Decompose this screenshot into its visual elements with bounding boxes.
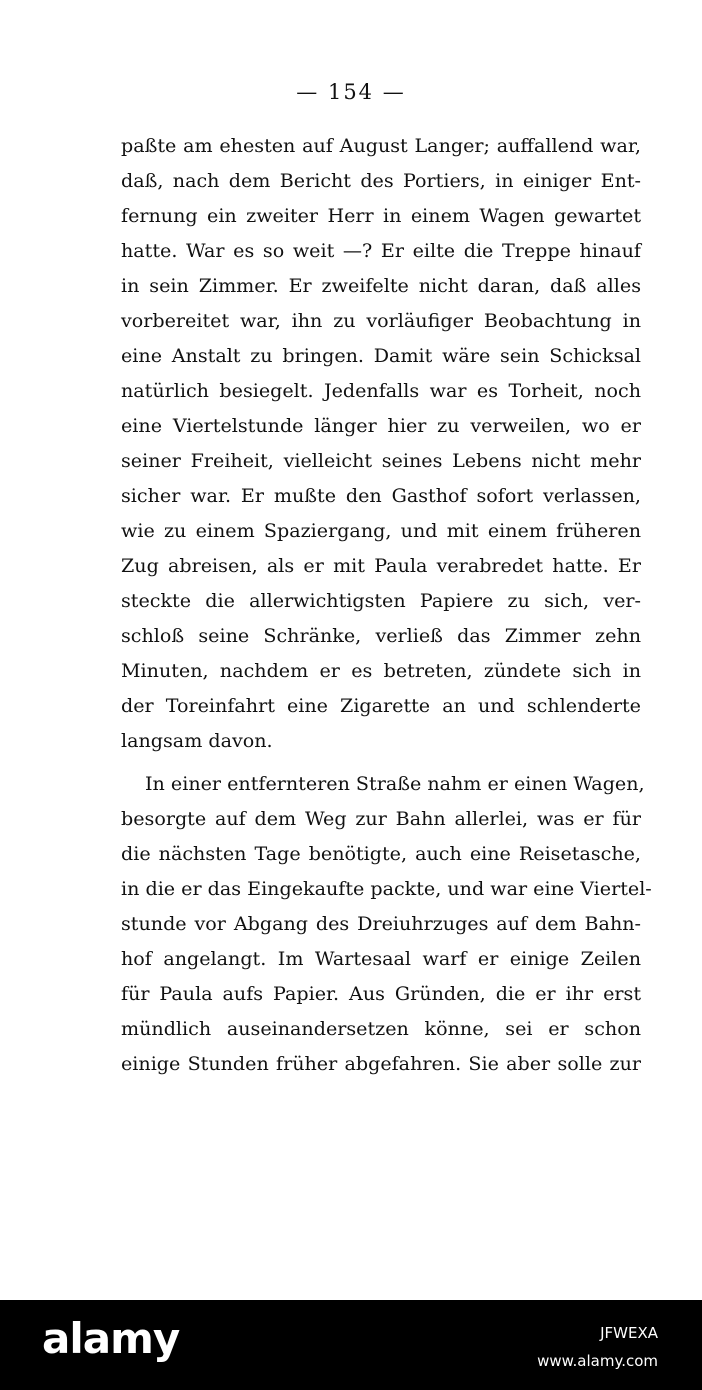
text-line: mündlich auseinandersetzen könne, sei er schon xyxy=(121,1017,641,1040)
text-line: für Paula aufs Papier. Aus Gründen, die er ihr erst xyxy=(121,982,641,1005)
text-line: hatte. War es so weit —? Er eilte die Treppe hinauf xyxy=(121,239,641,262)
paragraph-1 xyxy=(121,128,641,758)
alamy-logo: alamy xyxy=(42,1314,180,1363)
text-line: eine Viertelstunde länger hier zu verweilen, wo er xyxy=(121,414,641,437)
text-line: daß, nach dem Bericht des Portiers, in einiger Ent- xyxy=(121,169,641,192)
page-number: — 154 — xyxy=(296,80,406,104)
text-line: eine Anstalt zu bringen. Damit wäre sein Schicksal xyxy=(121,344,641,367)
text-line: in sein Zimmer. Er zweifelte nicht daran, daß alles xyxy=(121,274,641,297)
text-line: einige Stunden früher abgefahren. Sie aber solle zur xyxy=(121,1052,641,1075)
text-line: seiner Freiheit, vielleicht seines Lebens nicht mehr xyxy=(121,449,641,472)
paragraph-2 xyxy=(121,766,652,1081)
text-line: die nächsten Tage benötigte, auch eine Reisetasche, xyxy=(121,842,641,865)
body-text xyxy=(121,128,652,1081)
text-line: Zug abreisen, als er mit Paula verabredet hatte. Er xyxy=(121,554,641,577)
text-line: wie zu einem Spaziergang, und mit einem früheren xyxy=(121,519,641,542)
text-line: in die er das Eingekaufte packte, und war eine Viertel- xyxy=(121,877,652,900)
text-line: steckte die allerwichtigsten Papiere zu sich, ver- xyxy=(121,589,641,612)
text-line: der Toreinfahrt eine Zigarette an und schlenderte xyxy=(121,694,641,717)
paragraph-gap xyxy=(121,758,641,766)
text-line: Minuten, nachdem er es betreten, zündete sich in xyxy=(121,659,641,682)
text-line: langsam davon. xyxy=(121,729,273,752)
site-url: www.alamy.com xyxy=(537,1352,658,1370)
text-line: In einer entfernteren Straße nahm er einen Wagen, xyxy=(145,772,645,795)
text-line: vorbereitet war, ihn zu vorläufiger Beobachtung in xyxy=(121,309,641,332)
text-line: schloß seine Schränke, verließ das Zimmer zehn xyxy=(121,624,641,647)
text-line: besorgte auf dem Weg zur Bahn allerlei, was er für xyxy=(121,807,641,830)
text-line: natürlich besiegelt. Jedenfalls war es Torheit, noch xyxy=(121,379,641,402)
text-line: sicher war. Er mußte den Gasthof sofort verlassen, xyxy=(121,484,641,507)
text-line: fernung ein zweiter Herr in einem Wagen gewartet xyxy=(121,204,641,227)
text-line: hof angelangt. Im Wartesaal warf er einige Zeilen xyxy=(121,947,641,970)
watermark-bar xyxy=(0,1300,702,1390)
text-line: stunde vor Abgang des Dreiuhrzuges auf dem Bahn- xyxy=(121,912,641,935)
text-line: paßte am ehesten auf August Langer; auffallend war, xyxy=(121,134,641,157)
image-id: JFWEXA xyxy=(600,1324,658,1342)
